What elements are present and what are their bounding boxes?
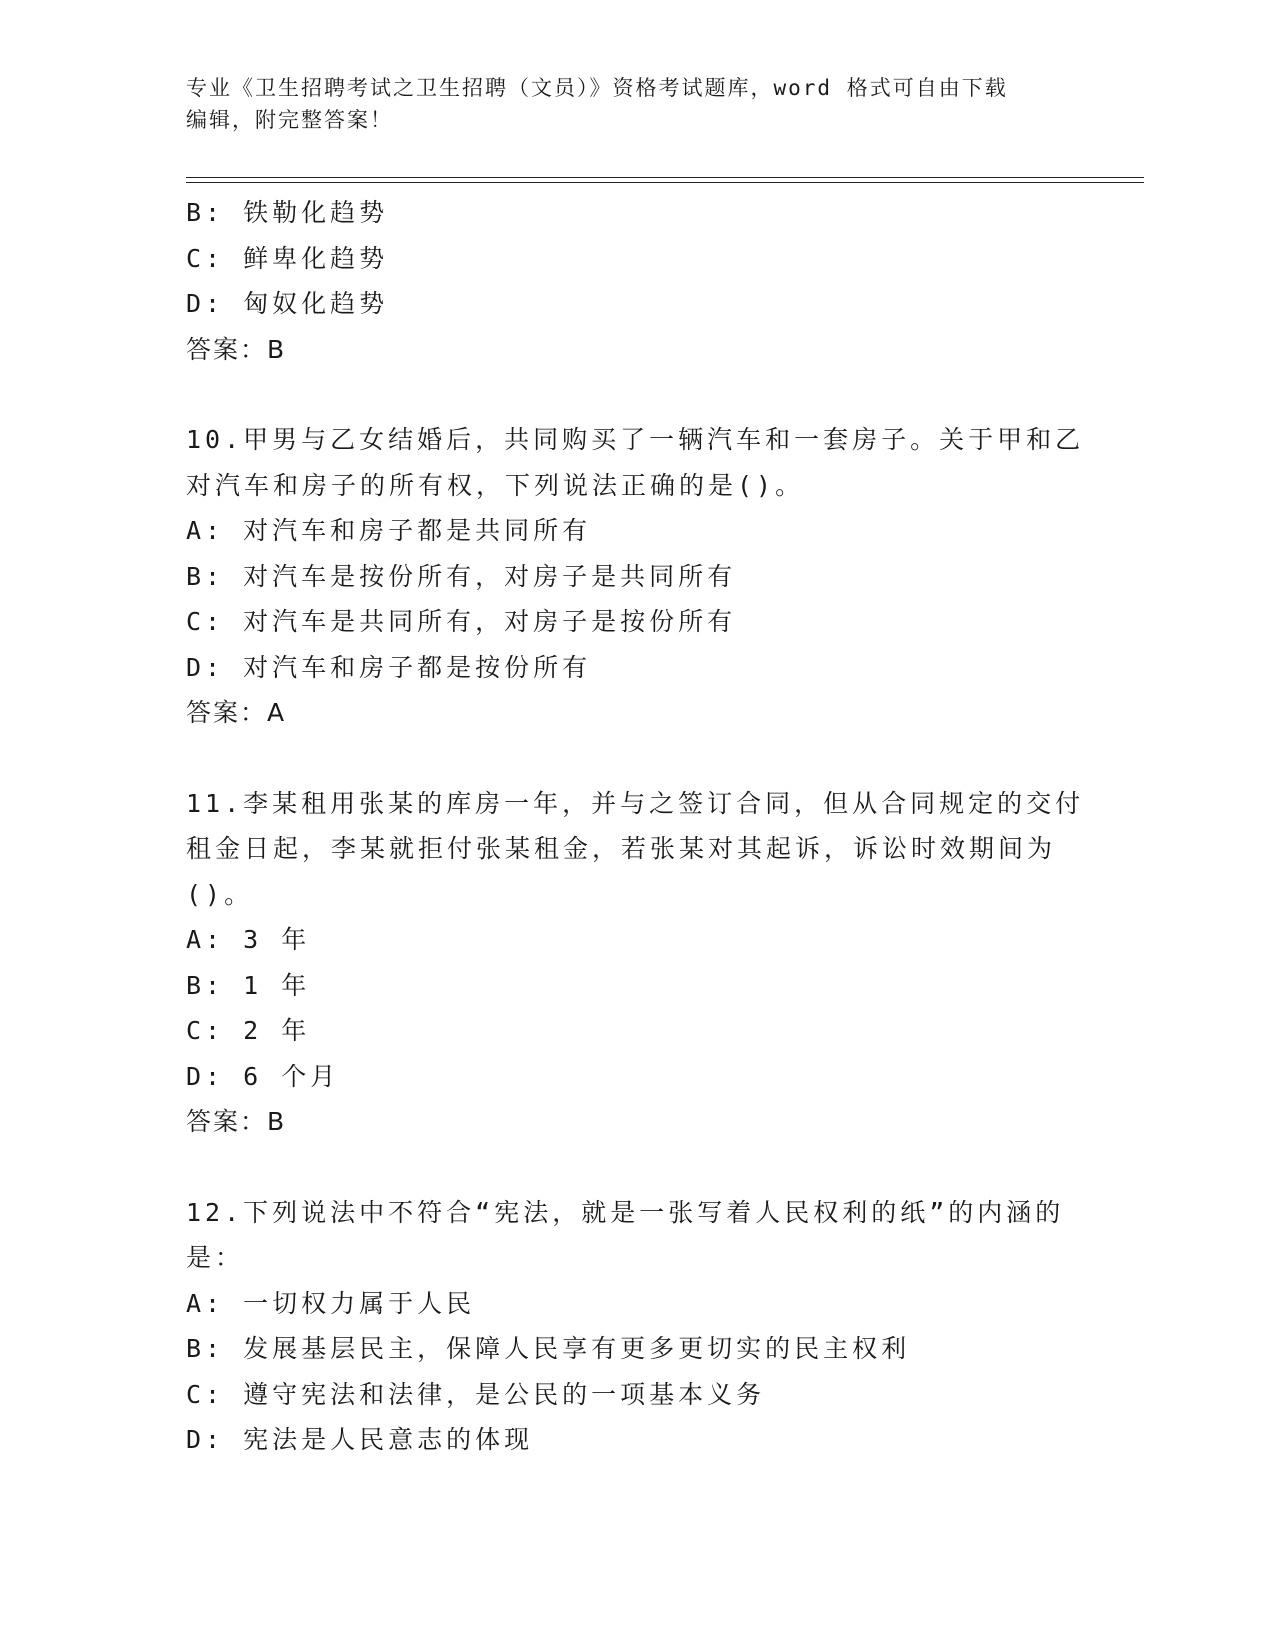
question-list: [186, 190, 1086, 1463]
option-a: A: 3 年: [186, 925, 311, 954]
spacer: [186, 1145, 1086, 1190]
option-d: D: 对汽车和房子都是按份所有: [186, 652, 592, 682]
question-12: [186, 1190, 1086, 1463]
option-b: B: 1 年: [186, 970, 311, 1000]
option-a: A: 一切权力属于人民: [186, 1288, 476, 1318]
question-stem-line: 是：: [186, 1243, 245, 1272]
option-a: A: 对汽车和房子都是共同所有: [186, 516, 592, 545]
option-d: D: 6 个月: [186, 1061, 340, 1091]
question-stem-line: 11.李某租用张某的库房一年，并与之签订合同，但从合同规定的交付: [186, 788, 1085, 818]
option-d: D: 宪法是人民意志的体现: [186, 1425, 534, 1454]
header-divider-top: [186, 177, 1144, 178]
question-stem-line: 10.甲男与乙女结婚后，共同购买了一辆汽车和一套房子。关于甲和乙: [186, 425, 1085, 454]
question-stem-line: ()。: [186, 879, 254, 909]
document-header: [186, 72, 1086, 136]
option-c: C: 鲜卑化趋势: [186, 243, 389, 273]
question-9: [186, 190, 1086, 372]
answer-line: 答案：A: [186, 698, 287, 727]
answer-line: 答案：B: [186, 334, 287, 364]
question-stem-line: 租金日起，李某就拒付张某租金，若张某对其起诉，诉讼时效期间为: [186, 834, 1057, 863]
spacer: [186, 736, 1086, 781]
option-c: C: 2 年: [186, 1016, 311, 1045]
spacer: [186, 372, 1086, 417]
option-c: C: 遵守宪法和法律，是公民的一项基本义务: [186, 1379, 766, 1409]
question-stem-line: 对汽车和房子的所有权，下列说法正确的是()。: [186, 470, 805, 500]
header-divider-bottom: [186, 182, 1144, 183]
header-line-1: 专业《卫生招聘考试之卫生招聘（文员）》资格考试题库，word 格式可自由下载: [186, 76, 1008, 100]
option-d: D: 匈奴化趋势: [186, 289, 389, 318]
option-b: B: 铁勒化趋势: [186, 198, 389, 227]
question-stem-line: 12.下列说法中不符合“宪法，就是一张写着人民权利的纸”的内涵的: [186, 1197, 1065, 1227]
question-11: [186, 781, 1086, 1145]
question-10: [186, 417, 1086, 736]
header-line-2: 编辑，附完整答案！: [186, 108, 393, 132]
answer-line: 答案：B: [186, 1107, 287, 1136]
option-b: B: 对汽车是按份所有，对房子是共同所有: [186, 561, 737, 591]
option-b: B: 发展基层民主，保障人民享有更多更切实的民主权利: [186, 1334, 911, 1363]
option-c: C: 对汽车是共同所有，对房子是按份所有: [186, 607, 737, 636]
